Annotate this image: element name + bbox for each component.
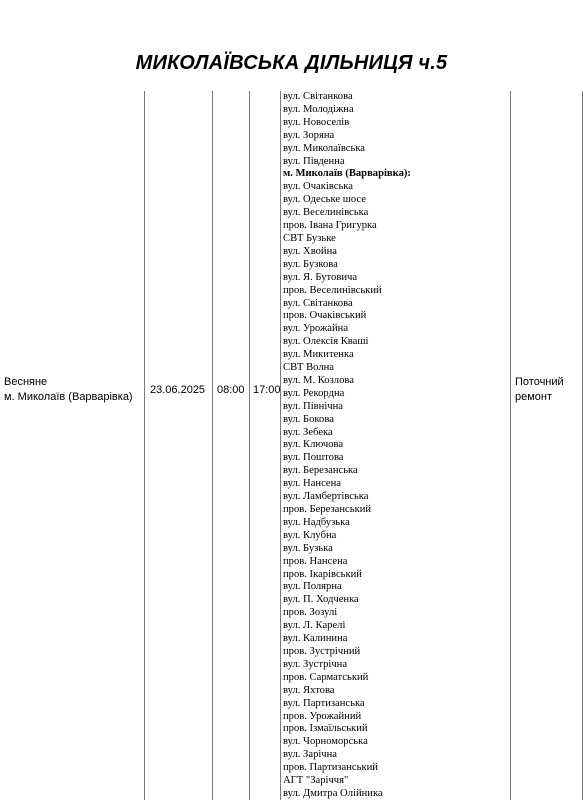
street-item: вул. Рекордна (283, 387, 345, 399)
street-item: пров. Зозулі (283, 607, 338, 619)
street-item: вул. Зарічна (283, 749, 338, 761)
street-item: вул. Ключова (283, 439, 344, 451)
column-divider (510, 91, 511, 800)
street-item: вул. Одеське шосе (283, 194, 366, 206)
time-start-cell: 08:00 (217, 384, 245, 396)
column-divider (144, 91, 145, 800)
street-item: вул. Яхтова (283, 684, 335, 696)
street-item: пров. Веселинівський (283, 284, 382, 296)
street-item: вул. Поштова (283, 452, 344, 464)
street-item: вул. М. Козлова (283, 374, 354, 386)
date-cell: 23.06.2025 (150, 384, 206, 396)
page-title: МИКОЛАЇВСЬКА ДІЛЬНИЦЯ ч.5 (135, 52, 448, 74)
street-item: вул. Новоселів (283, 116, 350, 128)
time-end-cell: 17:00 (253, 384, 281, 396)
street-item: СВТ Волна (283, 362, 334, 374)
street-item: вул. Клубна (283, 529, 337, 541)
street-item: вул. Калинина (283, 633, 348, 645)
street-item: вул. Нансена (283, 478, 341, 490)
street-item: пров. Нансена (283, 555, 348, 567)
street-item: вул. Веселинівська (283, 207, 369, 219)
street-item: пров. Сарматський (283, 671, 369, 683)
reason-line: Поточний (515, 376, 564, 388)
outage-table (0, 91, 583, 800)
street-item: вул. Березанська (283, 465, 358, 477)
street-item: пров. Ізмаїльський (283, 723, 368, 735)
street-item: вул. П. Ходченка (283, 594, 359, 606)
column-divider (212, 91, 213, 800)
street-item: пров. Зустрічний (283, 645, 361, 657)
street-item: вул. Світанкова (283, 297, 353, 309)
street-item: АГТ "Заріччя" (283, 775, 349, 787)
street-item: вул. Олексія Кваші (283, 336, 369, 348)
street-list (283, 91, 508, 801)
street-item: пров. Березанський (283, 504, 372, 515)
street-item: вул. Світанкова (283, 91, 353, 102)
street-item: вул. Микитенка (283, 349, 354, 361)
street-item: вул. Урожайна (283, 323, 349, 335)
street-item: вул. Миколаївська (283, 142, 366, 154)
street-item: вул. Бузкова (283, 258, 338, 270)
street-item: вул. Ламбертівська (283, 491, 369, 503)
reason-cell (515, 375, 564, 405)
street-item: вул. Південна (283, 155, 345, 167)
street-item: вул. Чорноморська (283, 736, 368, 748)
street-item: вул. Північна (283, 400, 343, 412)
street-item: вул. Дмитра Олійника (283, 787, 383, 799)
street-item: вул. Бокова (283, 413, 334, 425)
column-divider (280, 91, 281, 800)
street-item: вул. Очаківська (283, 181, 353, 193)
street-item: вул. Я. Бутовича (283, 271, 358, 283)
street-item: вул. Зоряна (283, 129, 335, 141)
street-item: вул. Хвойна (283, 245, 337, 257)
reason-line: ремонт (515, 391, 553, 403)
street-item: вул. Партизанська (283, 697, 365, 709)
street-item: вул. Молодіжна (283, 103, 354, 115)
settlement-name: Весняне (4, 376, 48, 388)
street-item: м. Миколаїв (Варварівка): (283, 168, 411, 180)
column-divider (249, 91, 250, 800)
street-item: пров. Партизанський (283, 762, 378, 774)
settlement-cell (4, 375, 133, 405)
street-item: вул. Зустрічна (283, 658, 348, 670)
street-item: пров. Івана Григурка (283, 220, 377, 232)
settlement-city: м. Миколаїв (Варварівка) (4, 391, 133, 403)
street-item: вул. Бузька (283, 542, 333, 554)
street-item: пров. Ікарівський (283, 568, 362, 580)
street-item: вул. Надбузька (283, 516, 350, 528)
street-item: пров. Урожайний (283, 710, 362, 722)
street-item: вул. Л. Карелі (283, 620, 346, 632)
street-item: вул. Полярна (283, 581, 342, 593)
street-item: СВТ Бузьке (283, 232, 336, 244)
street-item: пров. Очаківський (283, 310, 367, 322)
street-item: вул. Зебека (283, 426, 333, 438)
